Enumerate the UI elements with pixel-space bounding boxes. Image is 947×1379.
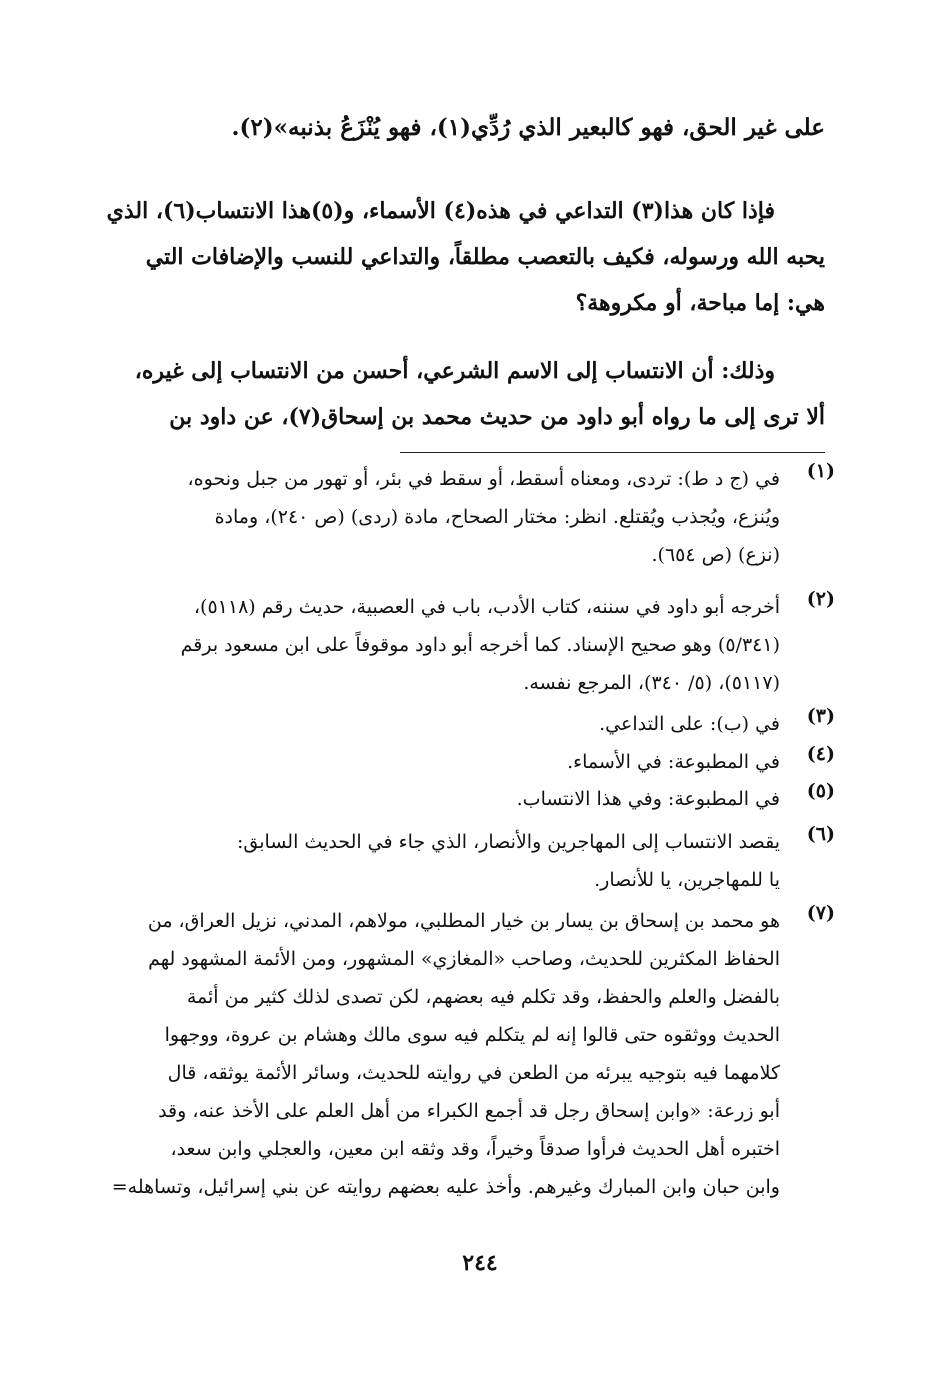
footnote-line: بالفضل والعلم والحفظ، وقد تكلم فيه بعضهم، لكن تصدى لذلك كثير من أئمة bbox=[186, 986, 780, 1008]
footnote-line: وابن حبان وابن المبارك وغيرهم. وأخذ عليه بعضهم روايته عن بني إسرائيل، وتساهله= bbox=[111, 1176, 780, 1198]
footnote bbox=[100, 780, 835, 818]
footnote-line: الحديث ووثقوه حتى قالوا إنه لم يتكلم فيه سوى مالك وهشام بن عروة، ووجهوا bbox=[164, 1024, 780, 1046]
footnote-body bbox=[100, 743, 780, 781]
footnote-line: في المطبوعة: في الأسماء. bbox=[567, 751, 780, 773]
text-line: فإذا كان هذا(٣) التداعي في هذه(٤) الأسماء، و(٥)هذا الانتساب(٦)، الذي bbox=[106, 198, 775, 224]
footnote-body bbox=[100, 780, 780, 818]
footnote-body bbox=[100, 705, 780, 743]
footnote-line: هو محمد بن إسحاق بن يسار بن خيار المطلبي، مولاهم، المدني، نزيل العراق، من bbox=[147, 910, 780, 932]
footnote-line: الحفاظ المكثرين للحديث، وصاحب «المغازي» المشهور، ومن الأئمة المشهود لهم bbox=[148, 948, 780, 970]
paragraph-1 bbox=[100, 188, 825, 326]
text-line: على غير الحق، فهو كالبعير الذي رُدِّي(١)، فهو يُنْزَعُ بذنبه»(٢). bbox=[231, 114, 825, 141]
text-line: ألا ترى إلى ما رواه أبو داود من حديث محمد بن إسحاق(٧)، عن داود بن bbox=[169, 404, 825, 430]
footnote-separator bbox=[400, 452, 825, 453]
footnote-number: (١) bbox=[806, 460, 835, 482]
footnote-number: (٣) bbox=[806, 705, 835, 727]
footnote-number: (٤) bbox=[806, 743, 835, 765]
continued-hadith-line bbox=[231, 113, 825, 143]
footnote-number: (٦) bbox=[806, 823, 835, 845]
footnote-line: (٥/٣٤١) وهو صحيح الإسناد. كما أخرجه أبو داود موقوفاً على ابن مسعود برقم bbox=[180, 634, 780, 656]
footnote-line: أبو زرعة: «وابن إسحاق رجل قد أجمع الكبراء من أهل العلم على الأخذ عنه، وقد bbox=[158, 1100, 780, 1122]
footnote-line: في المطبوعة: وفي هذا الانتساب. bbox=[516, 788, 780, 810]
footnote-body bbox=[100, 460, 780, 574]
footnote bbox=[100, 460, 835, 574]
footnote-body bbox=[100, 588, 780, 702]
footnote-number: (٥) bbox=[806, 780, 835, 802]
footnote-line: يا للمهاجرين، يا للأنصار. bbox=[594, 869, 780, 891]
text-line: يحبه الله ورسوله، فكيف بالتعصب مطلقاً، والتداعي للنسب والإضافات التي bbox=[145, 244, 825, 270]
footnote bbox=[100, 743, 835, 781]
footnote-line: كلامهما فيه بتوجيه يبرئه من الطعن في روايته للحديث، وسائر الأئمة يوثقه، قال bbox=[167, 1062, 780, 1084]
footnote-line: ويُنزع، ويُجذب ويُقتلع. انظر: مختار الصحاح، مادة (ردى) (ص ٢٤٠)، ومادة bbox=[214, 506, 780, 528]
footnote-line: (نزع) (ص ٦٥٤). bbox=[651, 544, 780, 566]
text-line: وذلك: أن الانتساب إلى الاسم الشرعي، أحسن من الانتساب إلى غيره، bbox=[134, 358, 775, 384]
text-line: هي: إما مباحة، أو مكروهة؟ bbox=[575, 290, 825, 316]
footnote-number: (٧) bbox=[806, 902, 835, 924]
paragraph-2 bbox=[100, 348, 825, 440]
footnote-line: يقصد الانتساب إلى المهاجرين والأنصار، الذي جاء في الحديث السابق: bbox=[237, 831, 780, 853]
page-number: ٢٤٤ bbox=[462, 1250, 498, 1276]
footnote-line: اختبره أهل الحديث فرأوا صدقاً وخيراً، وقد وثقه ابن معين، والعجلي وابن سعد، bbox=[170, 1138, 780, 1160]
footnote-body bbox=[100, 823, 780, 899]
footnote bbox=[100, 705, 835, 743]
footnote bbox=[100, 902, 835, 1206]
footnote-line: أخرجه أبو داود في سننه، كتاب الأدب، باب في العصبية، حديث رقم (٥١١٨)، bbox=[193, 596, 780, 618]
footnote-line: في (ب): على التداعي. bbox=[599, 713, 780, 735]
footnote-number: (٢) bbox=[806, 588, 835, 610]
footnote bbox=[100, 588, 835, 702]
footnote bbox=[100, 823, 835, 899]
footnote-line: في (ج د ط): تردى، ومعناه أسقط، أو سقط في بئر، أو تهور من جبل ونحوه، bbox=[187, 468, 780, 490]
footnote-body bbox=[100, 902, 780, 1206]
footnote-line: (٥١١٧)، (٥/ ٣٤٠)، المرجع نفسه. bbox=[523, 672, 780, 694]
